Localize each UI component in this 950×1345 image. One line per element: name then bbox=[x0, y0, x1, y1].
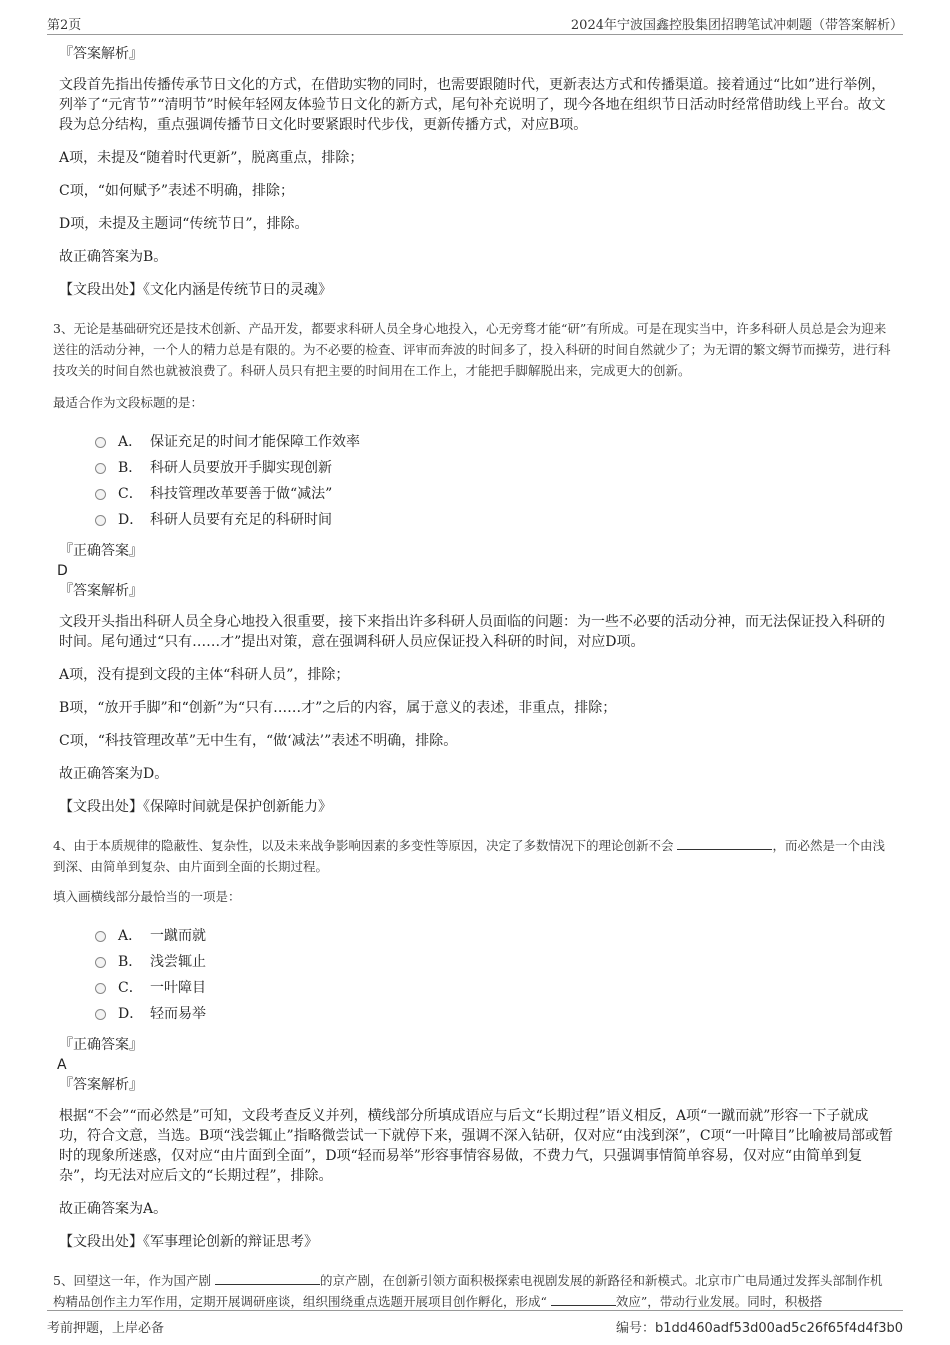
analysis-label: 『答案解析』 bbox=[59, 1077, 143, 1093]
question-4-prompt: 填入画横线部分最恰当的一项是： bbox=[53, 889, 241, 904]
option-a-note: A项，未提及“随着时代更新”，脱离重点，排除； bbox=[59, 150, 364, 166]
option-d[interactable] bbox=[95, 1001, 893, 1027]
question-4-text-after: ，而必然是一个由浅到深、由简单到复杂、由片面到全面的长期过程。 bbox=[53, 838, 885, 874]
fill-blank bbox=[551, 1293, 616, 1306]
option-letter: A． bbox=[118, 928, 143, 944]
question-3-text: 3、无论是基础研究还是技术创新、产品开发，都要求科研人员全身心地投入，心无旁骛才能“研”有所成。可是在现实当中，许多科研人员总是会为迎来送往的活动分神，一个人的精力总是有限的。为不必要的检查、评审而奔波的时间多了，投入科研的时间自然就少了；为无谓的繁文缛节而操劳，进行科技攻关的时间自然也就被浪费了。科研人员只有把主要的时间用在工作上，才能把手脚解脱出来，完成更大的创新。 bbox=[53, 321, 891, 378]
question-4-text-before: 4、由于本质规律的隐蔽性、复杂性，以及未来战争影响因素的多变性等原因，决定了多数情况下的理论创新不会 bbox=[53, 838, 678, 853]
option-c[interactable] bbox=[95, 975, 893, 1001]
radio-icon[interactable] bbox=[95, 489, 106, 500]
page-footer bbox=[47, 1310, 903, 1335]
fill-blank bbox=[677, 837, 772, 850]
option-text: 科研人员要有充足的科研时间 bbox=[150, 512, 332, 528]
radio-icon[interactable] bbox=[95, 463, 106, 474]
document-title: 2024年宁波国鑫控股集团招聘笔试冲刺题（带答案解析） bbox=[570, 18, 903, 33]
analysis-label: 『答案解析』 bbox=[59, 583, 143, 599]
option-text: 浅尝辄止 bbox=[150, 954, 206, 970]
option-d-note: D项，未提及主题词“传统节日”，排除。 bbox=[59, 216, 309, 232]
question-5-text-c: 效应”，带动行业发展。同时，积极搭 bbox=[615, 1294, 823, 1309]
question-4-options bbox=[95, 923, 893, 1027]
option-letter: D． bbox=[118, 512, 144, 528]
page-header bbox=[47, 14, 903, 35]
option-text: 科研人员要放开手脚实现创新 bbox=[150, 460, 332, 476]
option-b[interactable] bbox=[95, 455, 893, 481]
correct-answer-label: 『正确答案』 bbox=[59, 1037, 143, 1053]
radio-icon[interactable] bbox=[95, 957, 106, 968]
analysis-label: 『答案解析』 bbox=[59, 46, 143, 62]
option-c-note: C项，“如何赋予”表述不明确，排除； bbox=[59, 183, 295, 199]
option-c[interactable] bbox=[95, 481, 893, 507]
document-body bbox=[53, 44, 893, 1321]
source: 【文段出处】《保障时间就是保护创新能力》 bbox=[59, 799, 332, 815]
question-3-options bbox=[95, 429, 893, 533]
question-5-text bbox=[53, 1270, 893, 1312]
option-a-note: A项，没有提到文段的主体“科研人员”，排除； bbox=[59, 667, 350, 683]
conclusion: 故正确答案为D。 bbox=[59, 766, 169, 782]
radio-icon[interactable] bbox=[95, 931, 106, 942]
conclusion: 故正确答案为A。 bbox=[59, 1201, 168, 1217]
question-5-text-b: 的京产剧，在创新引领方面积极探索电视剧发展的新路径和新模式。北京市广电局通过发挥头部制作机构精品创作主力军作用，定期开展调研座谈，组织围绕重点选题开展项目创作孵化，形成“ bbox=[53, 1273, 883, 1309]
analysis-text: 文段开头指出科研人员全身心地投入很重要，接下来指出许多科研人员面临的问题：为一些不必要的活动分神，而无法保证投入科研的时间。尾句通过“只有……才”提出对策，意在强调科研人员应保证投入科研的时间，对应D项。 bbox=[59, 614, 885, 650]
page-number: 第2页 bbox=[47, 18, 82, 33]
option-letter: B． bbox=[118, 954, 143, 970]
analysis-text: 根据“不会”“而必然是”可知，文段考查反义并列，横线部分所填成语应与后文“长期过程”语义相反，A项“一蹴而就”形容一下子就成功，符合文意，当选。B项“浅尝辄止”指略微尝试一下就停下来，强调不深入钻研，仅对应“由浅到深”，C项“一叶障目”比喻被局部或暂时的现象所迷惑，仅对应“由片面到全面”，D项“轻而易举”形容事情容易做，不费力气，只强调事情简单容易，仅对应“由简单到复杂”，均无法对应后文的“长期过程”，排除。 bbox=[59, 1108, 893, 1184]
option-text: 科技管理改革要善于做“减法” bbox=[150, 486, 333, 502]
option-text: 轻而易举 bbox=[150, 1006, 206, 1022]
option-b-note: B项，“放开手脚”和“创新”为“只有……才”之后的内容，属于意义的表述，非重点，排除； bbox=[59, 700, 617, 716]
fill-blank bbox=[215, 1272, 320, 1285]
question-5-text-a: 5、回望这一年，作为国产剧 bbox=[53, 1273, 215, 1288]
option-c-note: C项，“科技管理改革”无中生有，“做‘减法’”表述不明确，排除。 bbox=[59, 733, 458, 749]
option-b[interactable] bbox=[95, 949, 893, 975]
option-a[interactable] bbox=[95, 429, 893, 455]
footer-slogan: 考前押题，上岸必备 bbox=[47, 1321, 165, 1336]
question-4-text bbox=[53, 835, 893, 877]
source: 【文段出处】《军事理论创新的辩证思考》 bbox=[59, 1234, 318, 1250]
option-letter: C． bbox=[118, 980, 143, 996]
analysis-text: 文段首先指出传播传承节日文化的方式，在借助实物的同时，也需要跟随时代，更新表达方式和传播渠道。接着通过“比如”进行举例，列举了“元宵节”“清明节”时候年轻网友体验节日文化的新方式，尾句补充说明了，现今各地在组织节日活动时经常借助线上平台。故文段为总分结构，重点强调传播节日文化时要紧跟时代步伐，更新传播方式，对应B项。 bbox=[59, 77, 886, 133]
correct-answer-label: 『正确答案』 bbox=[59, 543, 143, 559]
correct-answer-value: D bbox=[57, 563, 68, 579]
document-code: 编号：b1dd460adf53d00ad5c26f65f4d4f3b0 bbox=[615, 1321, 903, 1336]
radio-icon[interactable] bbox=[95, 515, 106, 526]
option-letter: B． bbox=[118, 460, 143, 476]
source: 【文段出处】《文化内涵是传统节日的灵魂》 bbox=[59, 282, 332, 298]
option-text: 一蹴而就 bbox=[150, 928, 206, 944]
radio-icon[interactable] bbox=[95, 1009, 106, 1020]
correct-answer-value: A bbox=[57, 1057, 67, 1073]
option-text: 一叶障目 bbox=[150, 980, 206, 996]
question-3-prompt: 最适合作为文段标题的是： bbox=[53, 395, 204, 410]
option-letter: D． bbox=[118, 1006, 144, 1022]
option-letter: C． bbox=[118, 486, 143, 502]
conclusion: 故正确答案为B。 bbox=[59, 249, 168, 265]
option-a[interactable] bbox=[95, 923, 893, 949]
option-text: 保证充足的时间才能保障工作效率 bbox=[150, 434, 360, 450]
radio-icon[interactable] bbox=[95, 983, 106, 994]
radio-icon[interactable] bbox=[95, 437, 106, 448]
option-d[interactable] bbox=[95, 507, 893, 533]
option-letter: A． bbox=[118, 434, 143, 450]
